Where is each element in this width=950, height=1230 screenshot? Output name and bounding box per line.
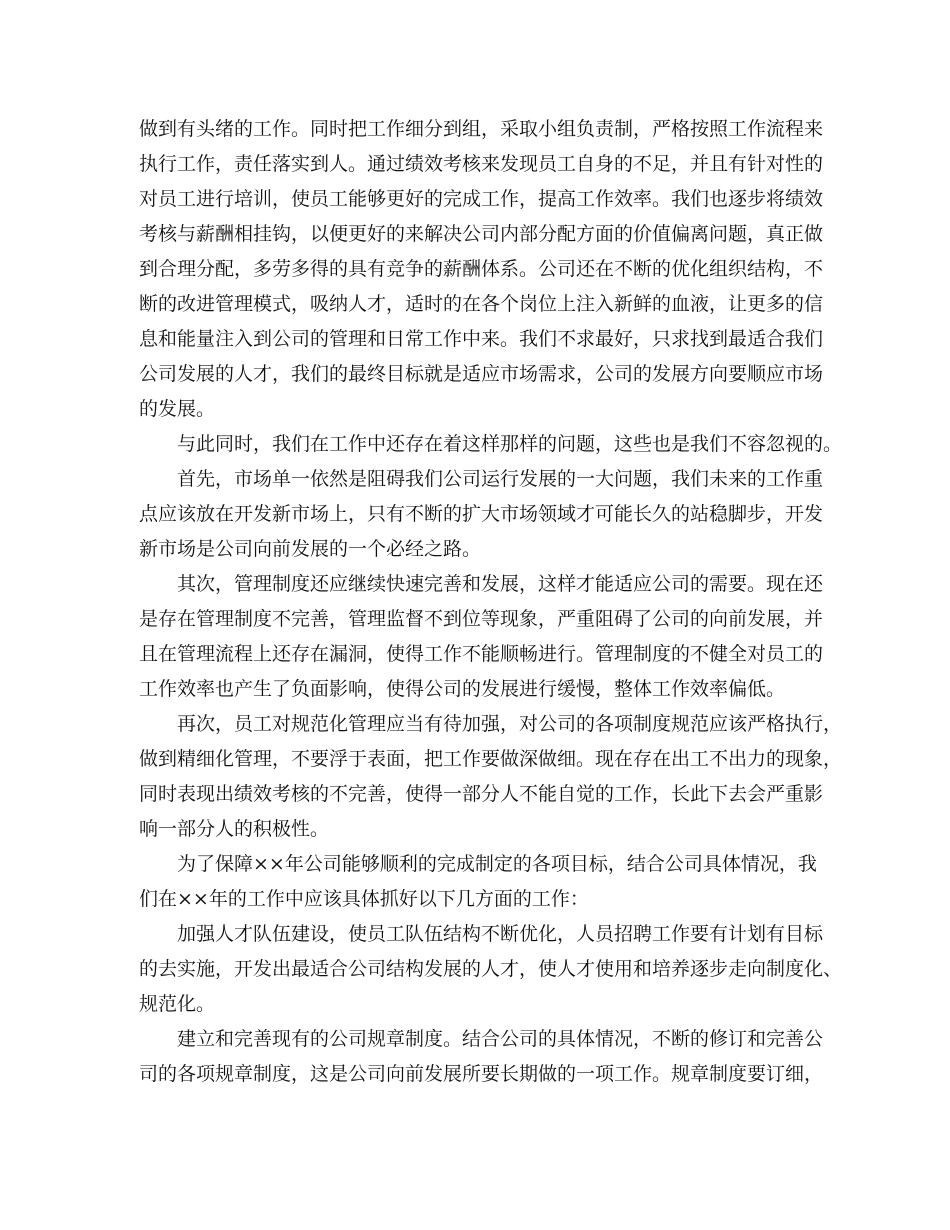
text-line: 对员工进行培训，使员工能够更好的完成工作，提高工作效率。我们也逐步将绩效 xyxy=(139,188,824,210)
text-line: 新市场是公司向前发展的一个必经之路。 xyxy=(139,538,482,560)
text-line: 做到精细化管理，不要浮于表面，把工作要做深做细。现在存在出工不出力的现象， xyxy=(139,748,843,770)
text-line: 考核与薪酬相挂钩，以便更好的来解决公司内部分配方面的价值偏离问题，真正做 xyxy=(139,223,824,245)
text-line: 的发展。 xyxy=(139,398,216,420)
document-body xyxy=(139,112,843,1092)
text-line: 响一部分人的积极性。 xyxy=(139,818,330,840)
text-line: 公司发展的人才，我们的最终目标就是适应市场需求，公司的发展方向要顺应市场 xyxy=(139,363,824,385)
text-line: 为了保障××年公司能够顺利的完成制定的各项目标，结合公司具体情况，我 xyxy=(177,853,817,875)
text-line: 其次，管理制度还应继续快速完善和发展，这样才能适应公司的需要。现在还 xyxy=(177,573,824,595)
text-line: 首先，市场单一依然是阻碍我们公司运行发展的一大问题，我们未来的工作重 xyxy=(177,468,824,490)
text-line: 且在管理流程上还存在漏洞，使得工作不能顺畅进行。管理制度的不健全对员工的 xyxy=(139,643,824,665)
text-line: 工作效率也产生了负面影响，使得公司的发展进行缓慢，整体工作效率偏低。 xyxy=(139,678,786,700)
text-line: 是存在管理制度不完善，管理监督不到位等现象，严重阻碍了公司的向前发展，并 xyxy=(139,608,824,630)
text-line: 再次，员工对规范化管理应当有待加强，对公司的各项制度规范应该严格执行， xyxy=(177,713,843,735)
text-line: 的去实施，开发出最适合公司结构发展的人才，使人才使用和培养逐步走向制度化、 xyxy=(139,958,843,980)
text-line: 建立和完善现有的公司规章制度。结合公司的具体情况，不断的修订和完善公 xyxy=(177,1028,824,1050)
paragraph-lines xyxy=(139,112,843,1092)
text-line: 点应该放在开发新市场上，只有不断的扩大市场领域才可能长久的站稳脚步，开发 xyxy=(139,503,824,525)
text-line: 规范化。 xyxy=(139,993,216,1015)
text-line: 们在××年的工作中应该具体抓好以下几方面的工作： xyxy=(139,888,589,910)
text-line: 息和能量注入到公司的管理和日常工作中来。我们不求最好，只求找到最适合我们 xyxy=(139,328,824,350)
text-line: 与此同时，我们在工作中还存在着这样那样的问题，这些也是我们不容忽视的。 xyxy=(177,433,843,455)
text-line: 司的各项规章制度，这是公司向前发展所要长期做的一项工作。规章制度要订细， xyxy=(139,1063,824,1085)
text-line: 同时表现出绩效考核的不完善，使得一部分人不能自觉的工作，长此下去会严重影 xyxy=(139,783,824,805)
text-line: 断的改进管理模式，吸纳人才，适时的在各个岗位上注入新鲜的血液，让更多的信 xyxy=(139,293,824,315)
text-line: 做到有头绪的工作。同时把工作细分到组，采取小组负责制，严格按照工作流程来 xyxy=(139,118,824,140)
text-line: 到合理分配，多劳多得的具有竞争的薪酬体系。公司还在不断的优化组织结构，不 xyxy=(139,258,824,280)
text-line: 加强人才队伍建设，使员工队伍结构不断优化，人员招聘工作要有计划有目标 xyxy=(177,923,824,945)
text-line: 执行工作，责任落实到人。通过绩效考核来发现员工自身的不足，并且有针对性的 xyxy=(139,153,824,175)
